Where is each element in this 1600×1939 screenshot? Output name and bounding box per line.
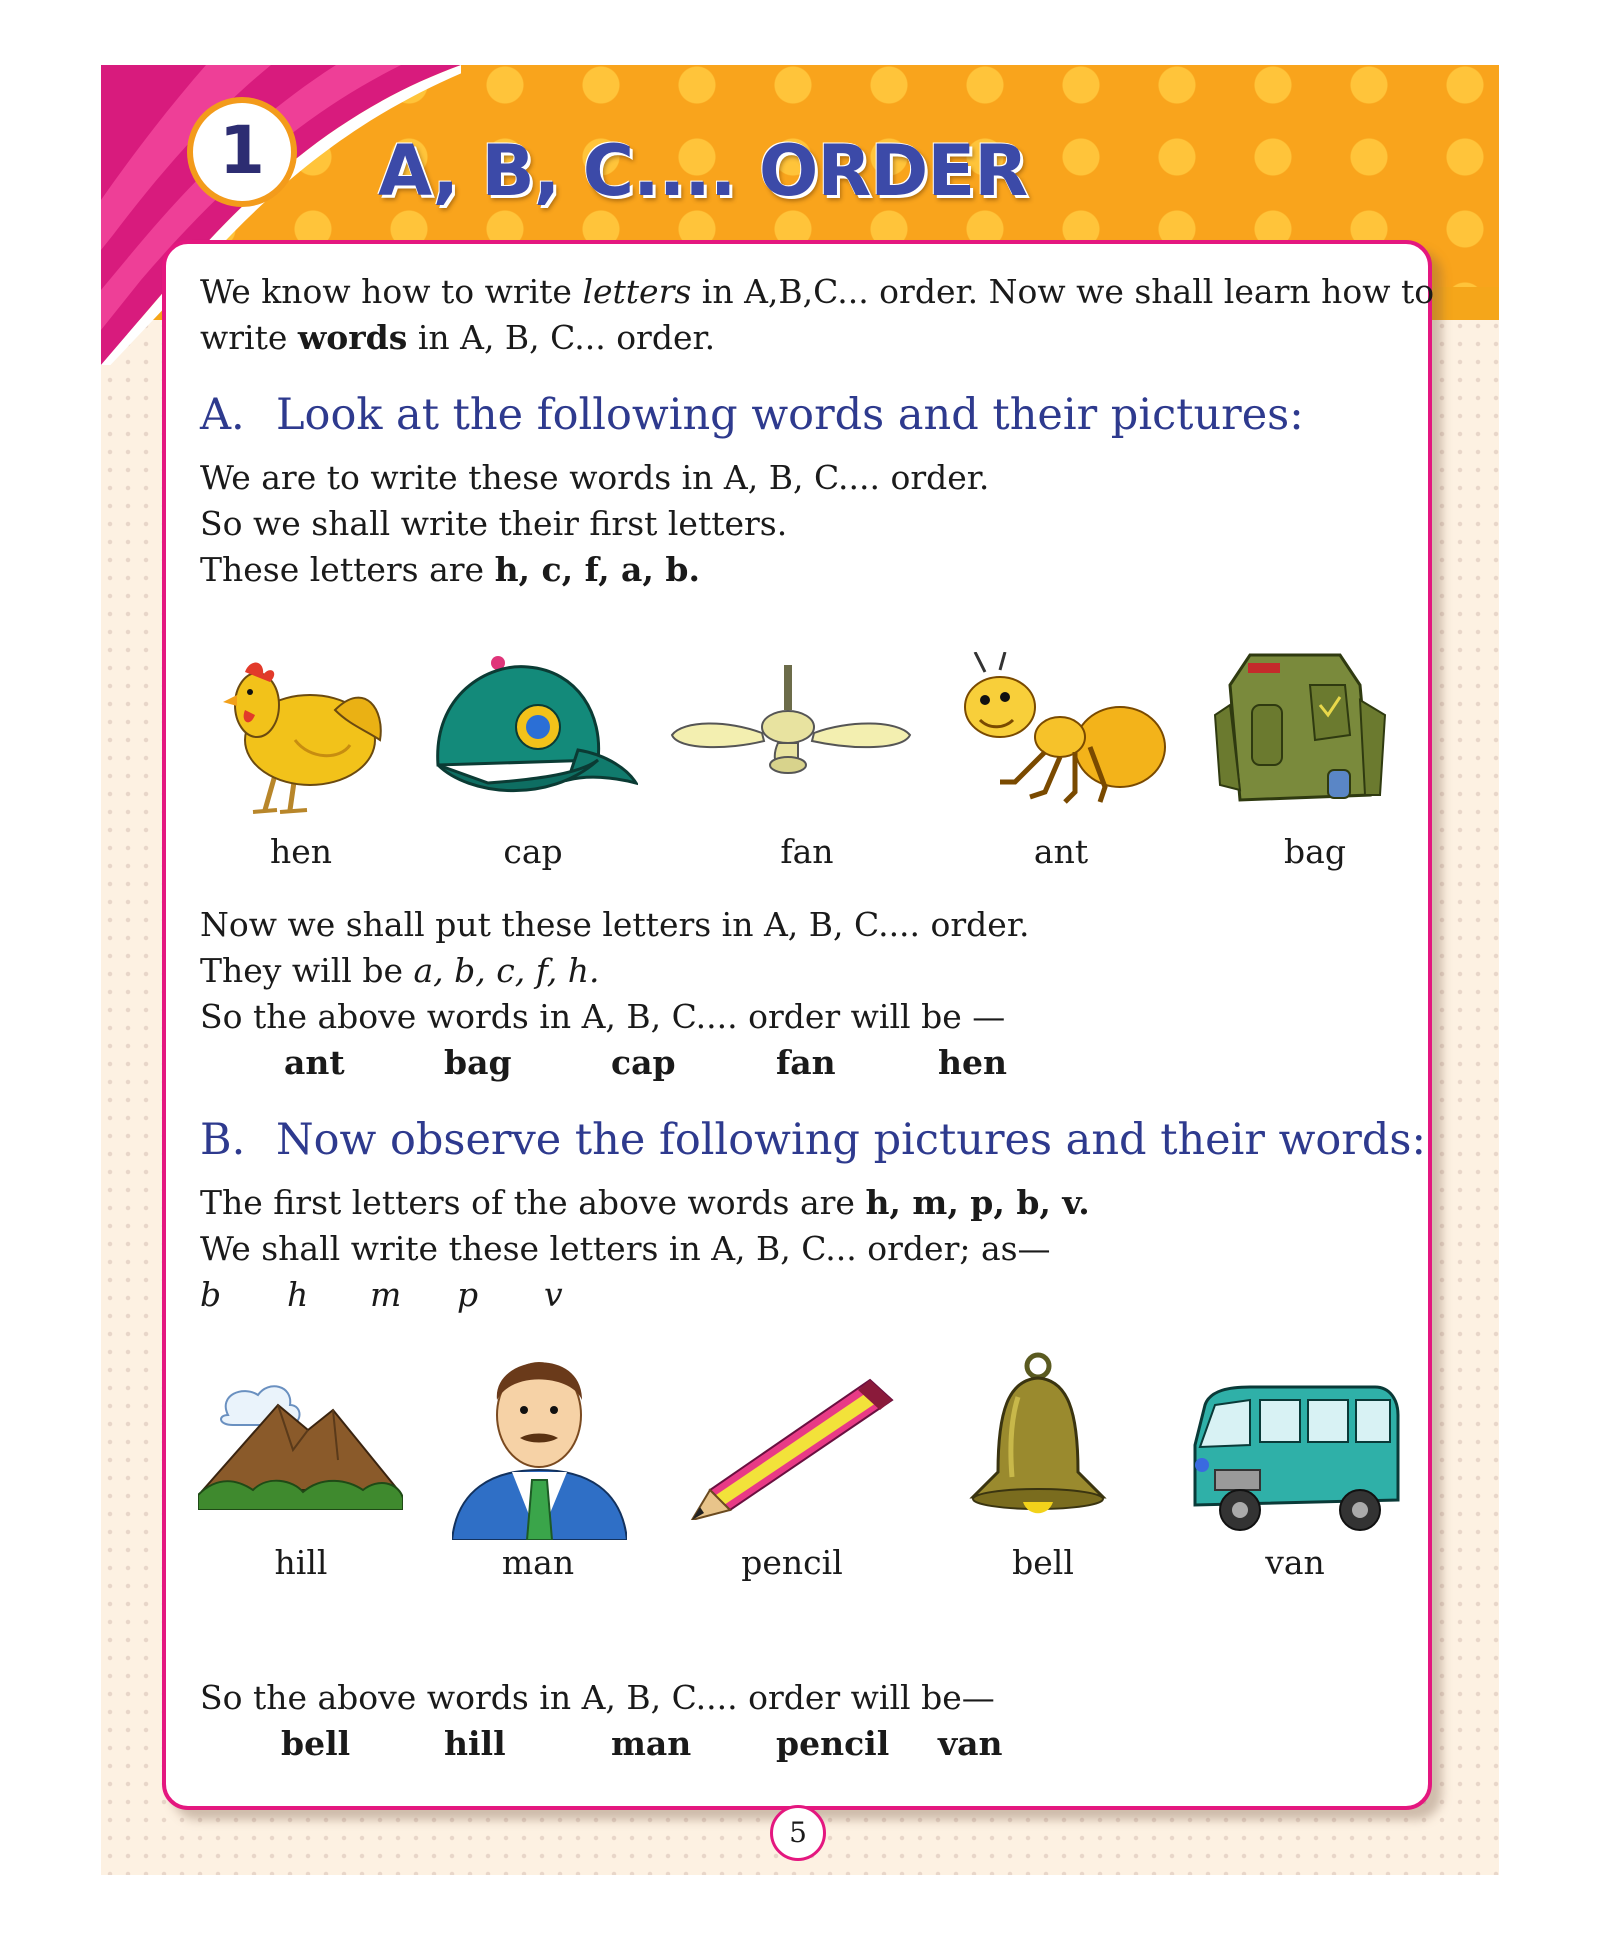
hill-picture bbox=[198, 1380, 403, 1510]
section-a-line-3: These letters are h, c, f, a, b. bbox=[200, 550, 700, 589]
label-bell: bell bbox=[1012, 1543, 1074, 1582]
answer-b-5: van bbox=[938, 1724, 1003, 1763]
answer-b-2: hill bbox=[444, 1724, 506, 1763]
section-b-line-2: We shall write these letters in A, B, C... order; as— bbox=[200, 1229, 1051, 1268]
label-pencil: pencil bbox=[741, 1543, 843, 1582]
section-b-heading: B. Now observe the following pictures and their words: bbox=[200, 1115, 1426, 1165]
section-a-line-1: We are to write these words in A, B, C.... order. bbox=[200, 458, 990, 497]
label-hen: hen bbox=[269, 832, 333, 871]
chapter-number: 1 bbox=[187, 97, 297, 207]
sorted-letter-2: h bbox=[287, 1275, 309, 1314]
intro-line-2: write words in A, B, C... order. bbox=[200, 318, 716, 357]
label-bag: bag bbox=[1284, 832, 1346, 871]
van-picture bbox=[1190, 1385, 1400, 1535]
page-number: 5 bbox=[770, 1805, 826, 1861]
answer-b-4: pencil bbox=[776, 1724, 890, 1763]
label-van: van bbox=[1265, 1543, 1325, 1582]
sorted-letter-4: p bbox=[457, 1275, 479, 1314]
section-a-after-2: They will be a, b, c, f, h. bbox=[200, 951, 600, 990]
pencil-picture bbox=[690, 1375, 895, 1520]
ant-picture bbox=[955, 652, 1170, 817]
sorted-letter-1: b bbox=[200, 1275, 222, 1314]
label-cap: cap bbox=[503, 832, 563, 871]
section-a-heading: A. Look at the following words and their pictures: bbox=[200, 390, 1304, 440]
chapter-title: A, B, C.... ORDER bbox=[378, 130, 1028, 212]
label-fan: fan bbox=[780, 832, 834, 871]
answer-a-1: ant bbox=[284, 1043, 345, 1082]
answer-a-5: hen bbox=[938, 1043, 1007, 1082]
label-man: man bbox=[501, 1543, 575, 1582]
section-a-line-2: So we shall write their first letters. bbox=[200, 504, 788, 543]
cap-picture bbox=[428, 655, 638, 820]
sorted-letter-5: v bbox=[544, 1275, 563, 1314]
section-a-after-3: So the above words in A, B, C.... order will be — bbox=[200, 997, 1006, 1036]
section-b-after: So the above words in A, B, C.... order will be— bbox=[200, 1678, 995, 1717]
label-ant: ant bbox=[1033, 832, 1089, 871]
answer-a-3: cap bbox=[611, 1043, 676, 1082]
section-b-line-1: The first letters of the above words are h, m, p, b, v. bbox=[200, 1183, 1090, 1222]
fan-picture bbox=[668, 665, 913, 795]
section-a-after-1: Now we shall put these letters in A, B, C.... order. bbox=[200, 905, 1030, 944]
hen-picture bbox=[215, 650, 390, 820]
man-picture bbox=[452, 1340, 627, 1540]
answer-a-2: bag bbox=[444, 1043, 512, 1082]
sorted-letter-3: m bbox=[370, 1275, 402, 1314]
answer-b-1: bell bbox=[281, 1724, 351, 1763]
bell-picture bbox=[968, 1352, 1108, 1517]
answer-a-4: fan bbox=[776, 1043, 836, 1082]
answer-b-3: man bbox=[611, 1724, 692, 1763]
bag-picture bbox=[1210, 645, 1390, 820]
label-hill: hill bbox=[274, 1543, 328, 1582]
intro-line-1: We know how to write letters in A,B,C... order. Now we shall learn how to bbox=[200, 272, 1435, 311]
